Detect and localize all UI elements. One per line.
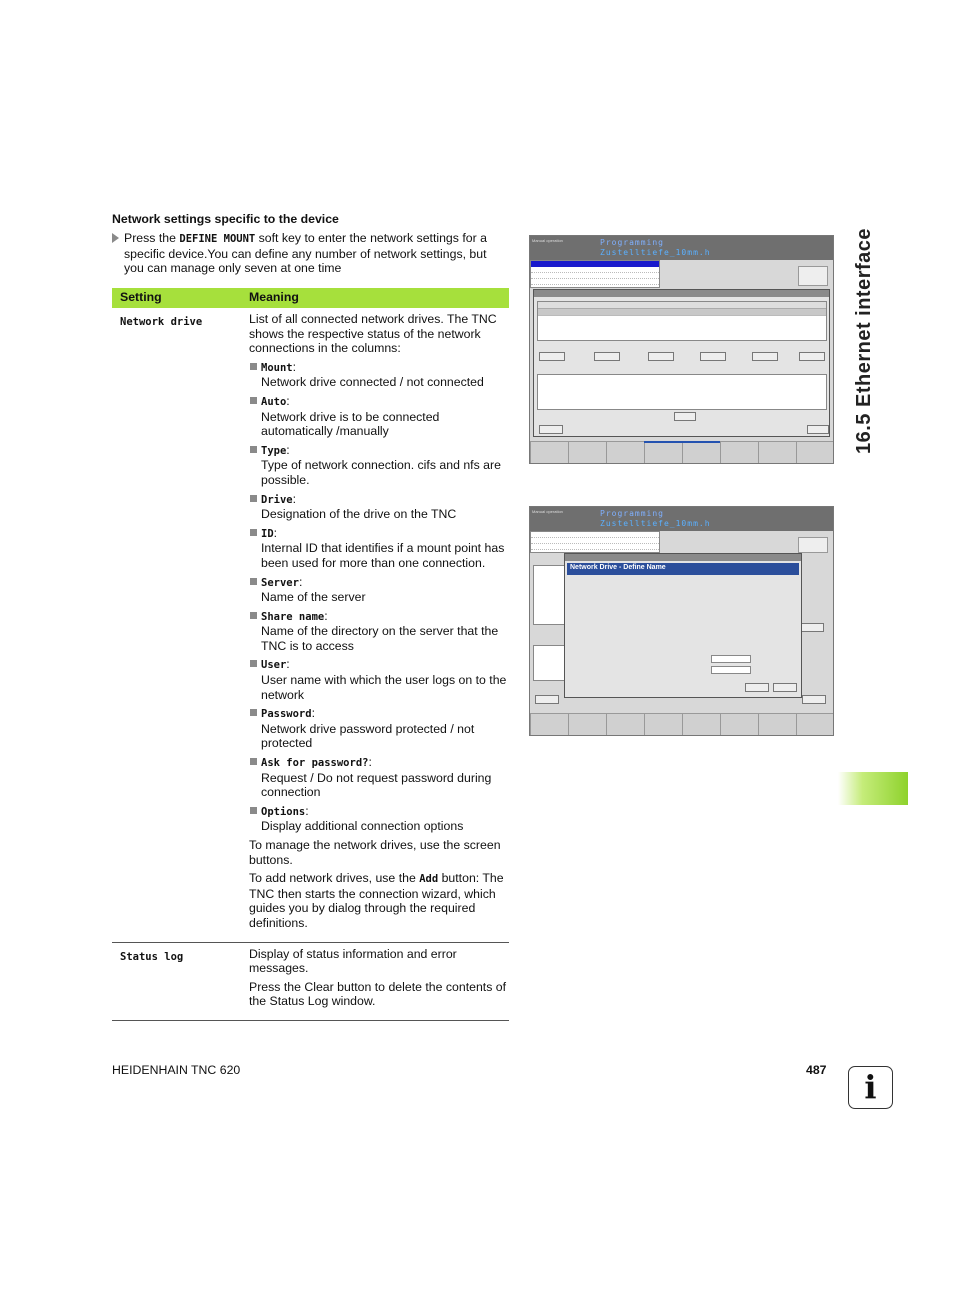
column-bullet-item: Ask for password?: Request / Do not request password during connection [249, 755, 509, 800]
softkey-define-mount: DEFINE MOUNT [179, 233, 256, 245]
setting-name: Status log [120, 950, 184, 963]
column-bullet-item: User: User name with which the user logs on to the network [249, 657, 509, 702]
section-heading: Network settings specific to the device [112, 212, 339, 226]
column-bullet-item: Type: Type of network connection. cifs and nfs are possible. [249, 443, 509, 488]
dialog-title: Network Drive - Define Name [567, 563, 799, 575]
settings-table [112, 288, 509, 1021]
table-row-network-drive [112, 308, 509, 943]
column-bullet-item: Share name: Name of the directory on the server that the TNC is to access [249, 609, 509, 654]
column-bullet-item: Password: Network drive password protected / not protected [249, 706, 509, 751]
column-list [249, 360, 509, 834]
column-bullet-item: Options: Display additional connection options [249, 804, 509, 834]
header-meaning: Meaning [249, 290, 299, 304]
header-setting: Setting [120, 290, 162, 304]
column-bullet-item: Drive: Designation of the drive on the TNC [249, 492, 509, 522]
intro-paragraph: Press the DEFINE MOUNT soft key to enter the network settings for a specific device.You can define any number of network settings, but you can manage only seven at one time [112, 231, 508, 276]
setting-description: Press the Clear button to delete the contents of the Status Log window. [249, 979, 507, 1009]
column-bullet-item: Mount: Network drive connected / not connected [249, 360, 509, 390]
column-bullet-item: Server: Name of the server [249, 575, 509, 605]
footer-product: HEIDENHAIN TNC 620 [112, 1063, 241, 1077]
info-icon: i [848, 1066, 893, 1109]
triangle-bullet-icon [112, 233, 119, 243]
manage-note: To manage the network drives, use the screen buttons. [249, 838, 501, 867]
screenshot-define-name: Manual operation Programming Zustelltiefe_10mm.h Network Drive - Define Name [529, 506, 834, 736]
sidebar-section-title: 16.5 Ethernet interface [853, 227, 875, 454]
column-bullet-item: Auto: Network drive is to be connected automatically /manually [249, 394, 509, 439]
chapter-tab [838, 772, 908, 805]
add-note: To add network drives, use the Add button: The TNC then starts the connection wizard, which guides you by dialog through the required definitions. [249, 871, 504, 930]
page-number: 487 [806, 1063, 827, 1077]
table-header [112, 288, 509, 308]
screenshot-mount-setup: Manual operation Programming Zustelltiefe_10mm.h [529, 235, 834, 464]
column-bullet-item: ID: Internal ID that identifies if a mount point has been used for more than one connection. [249, 526, 509, 571]
setting-description: Display of status information and error messages. [249, 946, 457, 976]
setting-description: List of all connected network drives. The TNC shows the respective status of the network connections in the columns: [249, 312, 497, 356]
table-row-status-log [112, 943, 509, 1021]
setting-name: Network drive [120, 316, 203, 328]
